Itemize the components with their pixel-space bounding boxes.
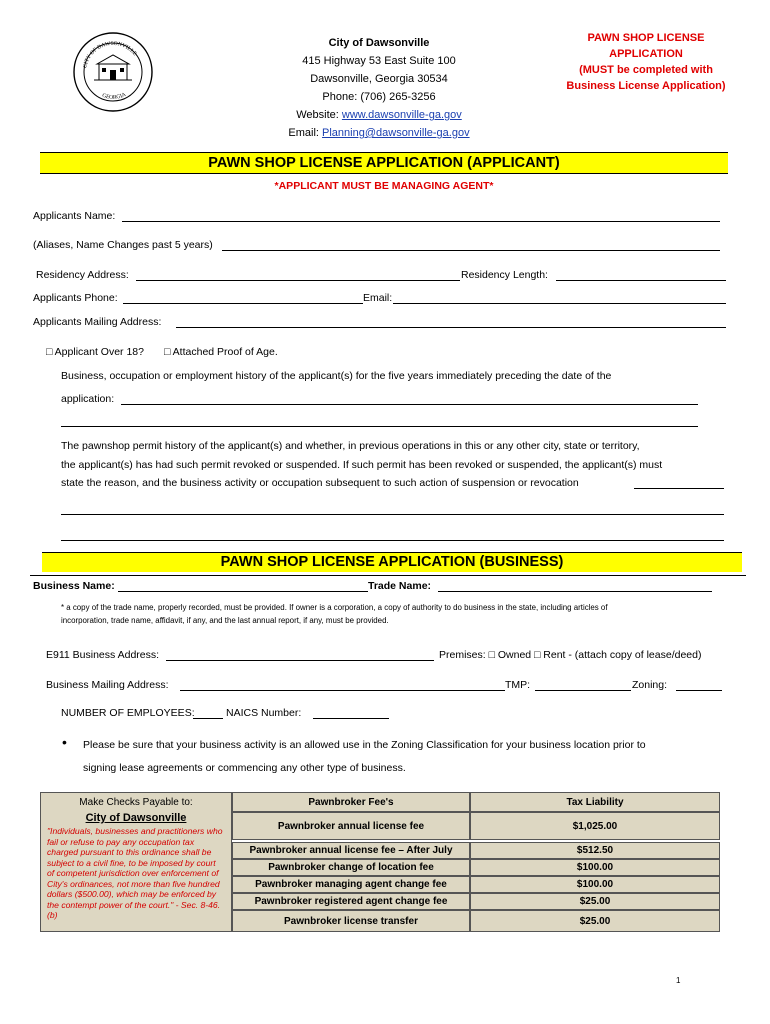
zoning-field[interactable] xyxy=(676,690,722,691)
email-label: Email: xyxy=(363,292,393,304)
trade-name-field[interactable] xyxy=(438,591,712,592)
page-number: 1 xyxy=(676,976,681,985)
zoning-notice-line1: Please be sure that your business activity is an allowed use in the Zoning Classification for your business location prior to xyxy=(83,739,646,751)
aliases-field[interactable] xyxy=(222,250,720,251)
naics-field[interactable] xyxy=(313,718,389,719)
fee-row-name: Pawnbroker managing agent change fee xyxy=(232,876,470,893)
city-name: City of Dawsonville xyxy=(328,37,430,49)
employees-field[interactable] xyxy=(193,718,223,719)
residency-address-field[interactable] xyxy=(136,280,460,281)
applicant-subtitle: *APPLICANT MUST BE MANAGING AGENT* xyxy=(274,180,494,192)
penalty-note: "Individuals, businesses and practitioners who fail or refuse to pay any occupation tax charged pursuant to this ordinance shall be subject to a civil fine, to be imposed by court of competent jurisdiction over enforcement of City's ordinances, not more than five hundred dollars ($500.00), which may be enforced by the contempt power of the court." - Sec. 8-46. (b) xyxy=(47,826,223,920)
fee-row-amount: $100.00 xyxy=(470,859,720,876)
tmp-field[interactable] xyxy=(535,690,631,691)
applicants-phone-label: Applicants Phone: xyxy=(33,292,118,304)
applicants-mailing-label: Applicants Mailing Address: xyxy=(33,316,162,328)
permit-text-line1: The pawnshop permit history of the applicant(s) and whether, in previous operations in this or any other city, state or territory, xyxy=(61,440,640,452)
e911-address-field[interactable] xyxy=(166,660,434,661)
city-state: Dawsonville, Georgia 30534 xyxy=(310,73,448,85)
permit-text-line3: state the reason, and the business activity or occupation subsequent to such action of suspension or revocation xyxy=(61,477,579,489)
bullet-icon: • xyxy=(62,734,67,750)
premises-options[interactable]: Premises: □ Owned □ Rent - (attach copy of lease/deed) xyxy=(439,649,702,661)
fee-row-amount: $100.00 xyxy=(470,876,720,893)
history-text-line1: Business, occupation or employment history of the applicant(s) for the five years immediately preceding the date of the xyxy=(61,370,612,382)
permit-field-1[interactable] xyxy=(634,488,724,489)
business-name-field[interactable] xyxy=(118,591,368,592)
applicants-name-label: Applicants Name: xyxy=(33,210,116,222)
fee-row-amount: $25.00 xyxy=(470,893,720,910)
zoning-notice-line2: signing lease agreements or commencing any other type of business. xyxy=(83,762,406,774)
address: 415 Highway 53 East Suite 100 xyxy=(302,55,456,67)
fee-col-header: Pawnbroker Fee's xyxy=(232,792,470,812)
payment-info-box xyxy=(40,792,232,932)
applicant-section-title: PAWN SHOP LICENSE APPLICATION (APPLICANT) xyxy=(40,153,728,173)
employees-label: NUMBER OF EMPLOYEES: xyxy=(61,707,195,719)
payable-to: City of Dawsonville xyxy=(85,812,187,824)
fee-row-amount: $512.50 xyxy=(470,842,720,859)
zoning-label: Zoning: xyxy=(632,679,668,691)
header-contact xyxy=(240,34,518,142)
business-name-label: Business Name: xyxy=(33,580,115,592)
trade-note-line2: incorporation, trade name, affidavit, if any, and the last annual report, if any, must be provided. xyxy=(61,616,389,625)
e911-address-label: E911 Business Address: xyxy=(46,649,160,661)
email-line: Email: Planning@dawsonville-ga.gov xyxy=(288,127,470,139)
svg-text:GEORGIA: GEORGIA xyxy=(101,91,128,101)
svg-text:CITY OF DAWSONVILLE: CITY OF DAWSONVILLE xyxy=(82,40,138,69)
trade-name-label: Trade Name: xyxy=(368,580,432,592)
business-section-title: PAWN SHOP LICENSE APPLICATION (BUSINESS) xyxy=(42,553,742,572)
history-field-2[interactable] xyxy=(61,426,698,427)
website-line: Website: www.dawsonville-ga.gov xyxy=(296,109,462,121)
fee-row-name: Pawnbroker annual license fee – After July xyxy=(232,842,470,859)
fee-row-name: Pawnbroker license transfer xyxy=(232,910,470,932)
fee-row-amount: $1,025.00 xyxy=(470,812,720,840)
email-field[interactable] xyxy=(393,303,726,304)
history-text-line2: application: xyxy=(61,393,115,405)
payable-label: Make Checks Payable to: xyxy=(79,797,193,808)
permit-text-line2: the applicant(s) has had such permit revoked or suspended. If such permit has been revoked or suspended, the applicant(s) must xyxy=(61,459,663,471)
naics-label: NAICS Number: xyxy=(226,707,302,719)
fee-row-name: Pawnbroker annual license fee xyxy=(232,812,470,840)
proof-of-age-checkbox[interactable]: □ Attached Proof of Age. xyxy=(164,346,278,358)
city-seal-logo xyxy=(72,30,154,114)
website-link[interactable]: www.dawsonville-ga.gov xyxy=(341,109,462,121)
fee-row-amount: $25.00 xyxy=(470,910,720,932)
fee-row-name: Pawnbroker change of location fee xyxy=(232,859,470,876)
header-notice: PAWN SHOP LICENSE APPLICATION (MUST be completed with Business License Application) xyxy=(566,32,726,92)
tmp-label: TMP: xyxy=(505,679,531,691)
history-field-1[interactable] xyxy=(121,404,698,405)
applicant-over-18-checkbox[interactable]: □ Applicant Over 18? xyxy=(46,346,144,358)
applicants-name-field[interactable] xyxy=(122,221,720,222)
permit-field-3[interactable] xyxy=(61,540,724,541)
fee-row-name: Pawnbroker registered agent change fee xyxy=(232,893,470,910)
business-mailing-label: Business Mailing Address: xyxy=(46,679,169,691)
residency-address-label: Residency Address: xyxy=(36,269,129,281)
trade-note-line1: * a copy of the trade name, properly recorded, must be provided. If owner is a corporation, a copy of authority to do business in the state, including articles of xyxy=(61,603,608,612)
residency-length-field[interactable] xyxy=(556,280,726,281)
phone: Phone: (706) 265-3256 xyxy=(322,91,436,103)
residency-length-label: Residency Length: xyxy=(461,269,548,281)
aliases-label: (Aliases, Name Changes past 5 years) xyxy=(33,239,213,251)
applicants-mailing-field[interactable] xyxy=(176,327,726,328)
business-mailing-field[interactable] xyxy=(180,690,505,691)
applicants-phone-field[interactable] xyxy=(123,303,363,304)
permit-field-2[interactable] xyxy=(61,514,724,515)
email-link[interactable]: Planning@dawsonville-ga.gov xyxy=(322,127,470,139)
tax-col-header: Tax Liability xyxy=(470,792,720,812)
